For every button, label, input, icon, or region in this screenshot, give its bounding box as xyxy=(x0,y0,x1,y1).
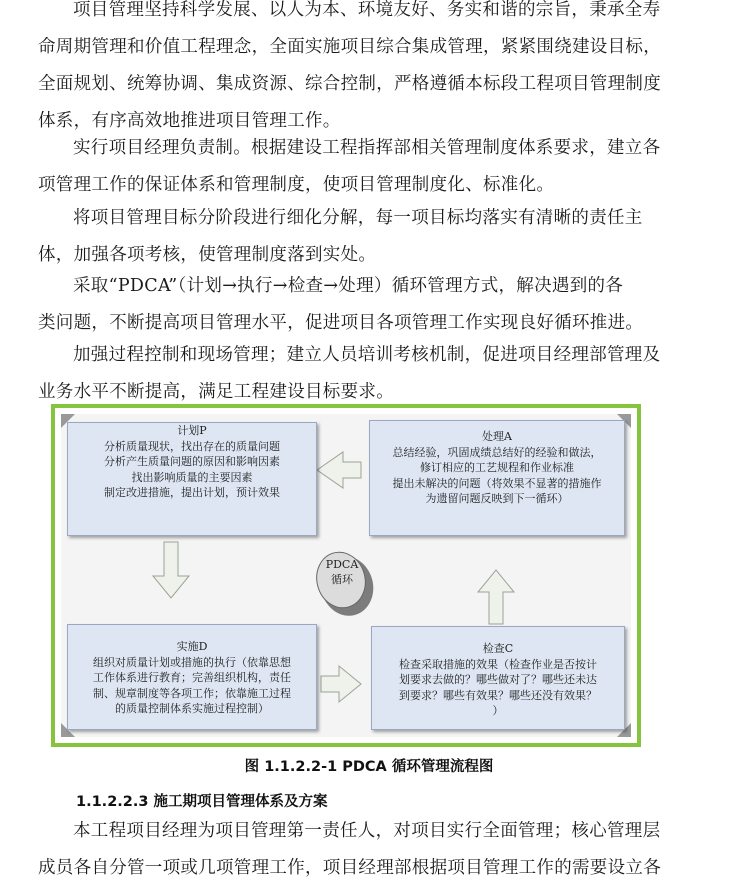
arrow-right-icon xyxy=(321,666,361,702)
text-line: 命周期管理和价值工程理念，全面实施项目综合集成管理，紧紧围绕建设目标， xyxy=(38,37,661,57)
paragraph-5 xyxy=(38,337,668,411)
paragraph-1 xyxy=(38,0,668,140)
check-box xyxy=(371,626,625,730)
do-line: 工作体系进行教育；完善组织机构，责任 xyxy=(93,671,291,684)
text-line: 采取“PDCA”（计划→执行→检查→处理）循环管理方式，解决遇到的各 xyxy=(73,276,624,296)
do-line: 的质量控制体系实施过程控制） xyxy=(115,702,269,715)
arrow-up-icon xyxy=(478,570,514,624)
check-line: ） xyxy=(492,704,504,717)
pdca-label-line: PDCA xyxy=(325,558,359,571)
check-line: 检查采取措施的效果（检查作业是否按计 xyxy=(399,657,597,671)
paragraph-3 xyxy=(38,200,668,274)
act-box xyxy=(369,420,625,536)
do-line: 制、规章制度等各项工作；依靠施工过程 xyxy=(93,686,291,700)
arrow-down-icon xyxy=(153,542,189,598)
text-line: 成员各自分管一项或几项管理工作，项目经理部根据项目管理工作的需要设立各 xyxy=(38,858,661,878)
act-line: 提出未解决的问题（将效果不显著的措施作 xyxy=(392,476,602,490)
text-line: 实行项目经理负责制。根据建设工程指挥部相关管理制度体系要求，建立各 xyxy=(73,138,661,158)
pdca-label-line: 循环 xyxy=(331,573,353,586)
do-line: 组织对质量计划或措施的执行（依靠思想 xyxy=(93,655,291,669)
do-box xyxy=(67,624,317,730)
pdca-diagram xyxy=(51,404,641,747)
arrow-left-icon xyxy=(317,452,361,488)
act-line: 修订相应的工艺规程和作业标准 xyxy=(420,461,574,474)
pdca-label xyxy=(319,557,365,587)
act-title: 处理A xyxy=(482,430,512,443)
check-line: 到要求？哪些有效果？哪些还没有效果？ xyxy=(399,688,597,702)
text-line: 体系，有序高效地推进项目管理工作。 xyxy=(38,111,341,131)
plan-line: 分析产生质量问题的原因和影响因素 xyxy=(104,455,280,468)
plan-title: 计划P xyxy=(177,424,207,437)
section-heading: 1.1.2.2.3 施工期项目管理体系及方案 xyxy=(76,794,328,810)
bottom-paragraph xyxy=(38,813,668,887)
text-line: 本工程项目经理为项目管理第一责任人，对项目实行全面管理；核心管理层 xyxy=(73,821,661,841)
text-line: 全面规划、统筹协调、集成资源、综合控制，严格遵循本标段工程项目管理制度 xyxy=(38,74,661,94)
diagram-canvas xyxy=(61,414,631,737)
check-title: 检查C xyxy=(482,642,514,655)
text-line: 加强过程控制和现场管理；建立人员培训考核机制，促进项目经理部管理及 xyxy=(73,345,661,365)
do-title: 实施D xyxy=(176,640,208,653)
text-line: 业务水平不断提高，满足工程建设目标要求。 xyxy=(38,382,394,402)
figure-caption: 图 1.1.2.2-1 PDCA 循环管理流程图 xyxy=(244,759,494,775)
text-line: 类问题，不断提高项目管理水平，促进项目各项管理工作实现良好循环推进。 xyxy=(38,313,644,333)
plan-box xyxy=(67,422,317,536)
act-line: 为遗留问题反映到下一循环） xyxy=(425,492,569,505)
text-line: 项目管理坚持科学发展、以人为本、环境友好、务实和谐的宗旨，秉承全寿 xyxy=(73,0,661,20)
plan-line: 制定改进措施，提出计划，预计效果 xyxy=(104,486,280,499)
paragraph-4 xyxy=(38,268,668,342)
text-line: 体，加强各项考核，使管理制度落到实处。 xyxy=(38,245,377,265)
text-line: 将项目管理目标分阶段进行细化分解，每一项目标均落实有清晰的责任主 xyxy=(73,208,643,228)
plan-line: 找出影响质量的主要因素 xyxy=(131,470,253,484)
text-line: 项管理工作的保证体系和管理制度，使项目管理制度化、标准化。 xyxy=(38,175,555,195)
act-line: 总结经验，巩固成绩总结好的经验和做法， xyxy=(392,445,602,459)
plan-line: 分析质量现状，找出存在的质量问题 xyxy=(104,439,280,453)
paragraph-2 xyxy=(38,130,668,204)
check-line: 划要求去做的？哪些做对了？哪些还未达 xyxy=(399,673,597,686)
